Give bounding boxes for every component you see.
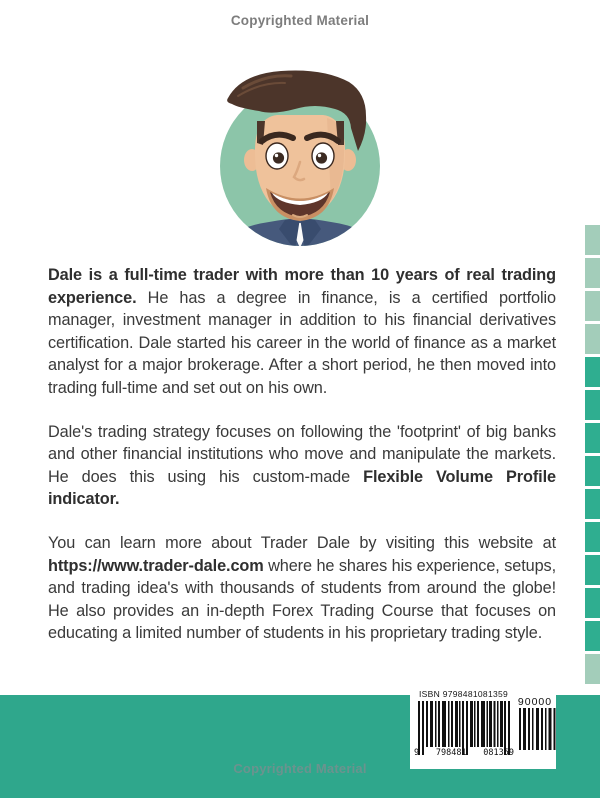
edge-tab [585,225,600,255]
bio-paragraph-2: Dale's trading strategy focuses on following the 'footprint' of big banks and other financial institutions who move and manipulate the markets. He does this using his custom-made Flexible Volume Profile indicator. [48,422,556,509]
author-bio [48,264,556,666]
addon-barcode-bars [517,708,559,750]
isbn-label: ISBN 9798481081359 [419,689,509,699]
indicator-name-bold: Flexible Volume Profile indicator. [48,467,556,509]
bio-paragraph-1: Dale is a full-time trader with more than 10 years of real trading experience. He has a degree in finance, is a certified portfolio manager, investment manager in addition to his financial derivatives certification. Dale started his career in the world of finance as a market analyst for a major brokerage. After a short period, he then moved into trading full-time and set out on his own. [48,266,556,397]
trader-dale-avatar-illustration [205,66,395,254]
edge-tab [585,423,600,453]
avatar-graphic [205,66,395,254]
website-url: https://www.trader-dale.com [48,556,264,575]
edge-tab [585,357,600,387]
edge-tab [585,555,600,585]
edge-tab [585,456,600,486]
bottom-copyright-text: Copyrighted Material [233,761,367,776]
edge-tab [585,489,600,519]
edge-tab [585,522,600,552]
bio-lead-bold: Dale is a full-time trader with more than 10 years of real trading experience. [48,266,556,307]
edge-tab [585,621,600,651]
top-copyright-text: Copyrighted Material [230,13,370,28]
edge-tab [585,588,600,618]
price-code: 90000 [517,696,553,708]
barcode [410,685,556,769]
barcode-digits: 9 798481 081359 [414,748,514,758]
edge-tab [585,390,600,420]
edge-tab [585,654,600,684]
bio-paragraph-3: You can learn more about Trader Dale by visiting this website at https://www.trader-dale.com where he shares his experience, setups, and trading idea's with thousands of students from around the globe! He also provides an in-depth Forex Trading Course that focuses on educating a limited number of students in his proprietary trading style. [48,533,556,643]
page-edge-tabs [585,225,600,684]
edge-tab [585,291,600,321]
edge-tab [585,258,600,288]
edge-tab [585,324,600,354]
